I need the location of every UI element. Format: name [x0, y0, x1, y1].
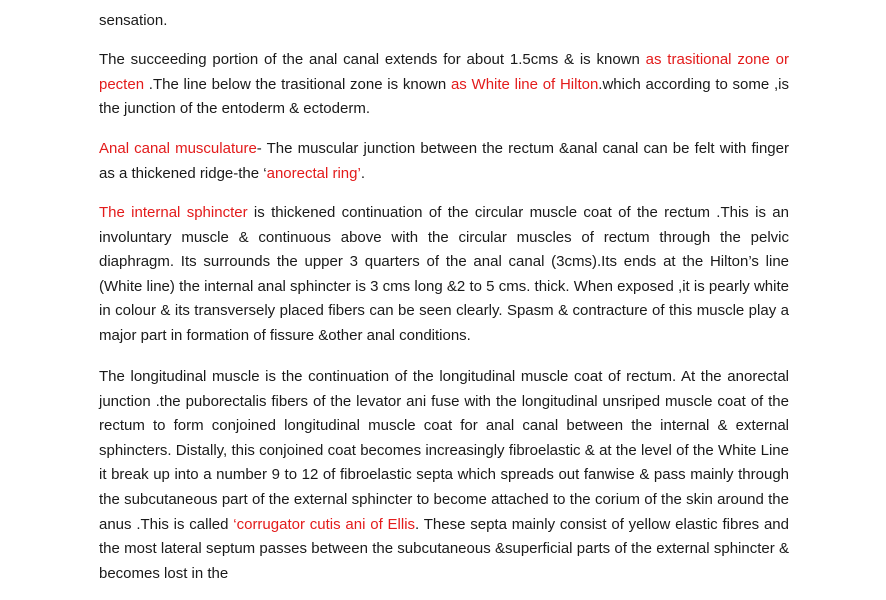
- text-segment: . These septa mainly consist of yellow elastic fibres and the most lateral septum passes between the subcutaneous &superficial parts of the external sphincter & becomes lost in the: [99, 515, 789, 582]
- highlighted-term-corrugator-cutis-ani: ‘corrugator cutis ani of Ellis: [233, 515, 416, 533]
- paragraph-sensation: [99, 9, 789, 34]
- highlighted-term-transitional-zone: as trasitional zone or pecten: [99, 51, 789, 93]
- text-segment: .: [360, 164, 365, 182]
- text-segment: - The muscular junction between the rectum &anal canal can be felt with finger as a thickened ridge-the ‘: [99, 140, 789, 182]
- text-segment: .The line below the trasitional zone is known: [144, 75, 451, 93]
- paragraph-anal-canal-musculature: [99, 137, 789, 186]
- text-segment: sensation.: [99, 12, 168, 29]
- highlighted-term-white-line-of-hilton: as White line of Hilton: [450, 75, 599, 93]
- text-segment: .which according to some ,is the junction of the entoderm & ectoderm.: [99, 75, 789, 118]
- text-segment: is thickened continuation of the circular muscle coat of the rectum .This is an involuntary muscle & continuous above with the circular muscles of rectum through the pelvic diaphragm. Its surrounds the upper 3 quarters of the anal canal (3cms).Its ends at the Hilton’s line (White line) the internal anal sphincter is 3 cms long &2 to 5 cms. thick. When exposed ,it is pearly white in colour & its transversely placed fibers can be seen clearly. Spasm & contracture of this muscle play a major part in formation of fissure &other anal conditions.: [99, 204, 789, 344]
- paragraph-longitudinal-muscle: [99, 365, 789, 586]
- highlighted-term-anorectal-ring: anorectal ring’: [266, 164, 361, 182]
- paragraph-internal-sphincter: [99, 201, 789, 349]
- text-segment: The longitudinal muscle is the continuation of the longitudinal muscle coat of rectum. At the anorectal junction .the puborectalis fibers of the levator ani fuse with the longitudinal unsriped muscle coat of the rectum to form conjoined longitudinal muscle coat for anal canal between the internal & external sphincters. Distally, this conjoined coat becomes increasingly fibroelastic & at the level of the White Line it break up into a number 9 to 12 of fibroelastic septa which spreads out fanwise & pass mainly through the subcutaneous part of the external sphincter to become attached to the corium of the skin around the anus .This is called: [99, 368, 789, 533]
- heading-anal-canal-musculature: Anal canal musculature: [99, 140, 257, 157]
- text-segment: The succeeding portion of the anal canal extends for about 1.5cms & is known: [99, 51, 646, 68]
- paragraph-transitional-zone: [99, 48, 789, 122]
- heading-internal-sphincter: The internal sphincter: [99, 204, 254, 221]
